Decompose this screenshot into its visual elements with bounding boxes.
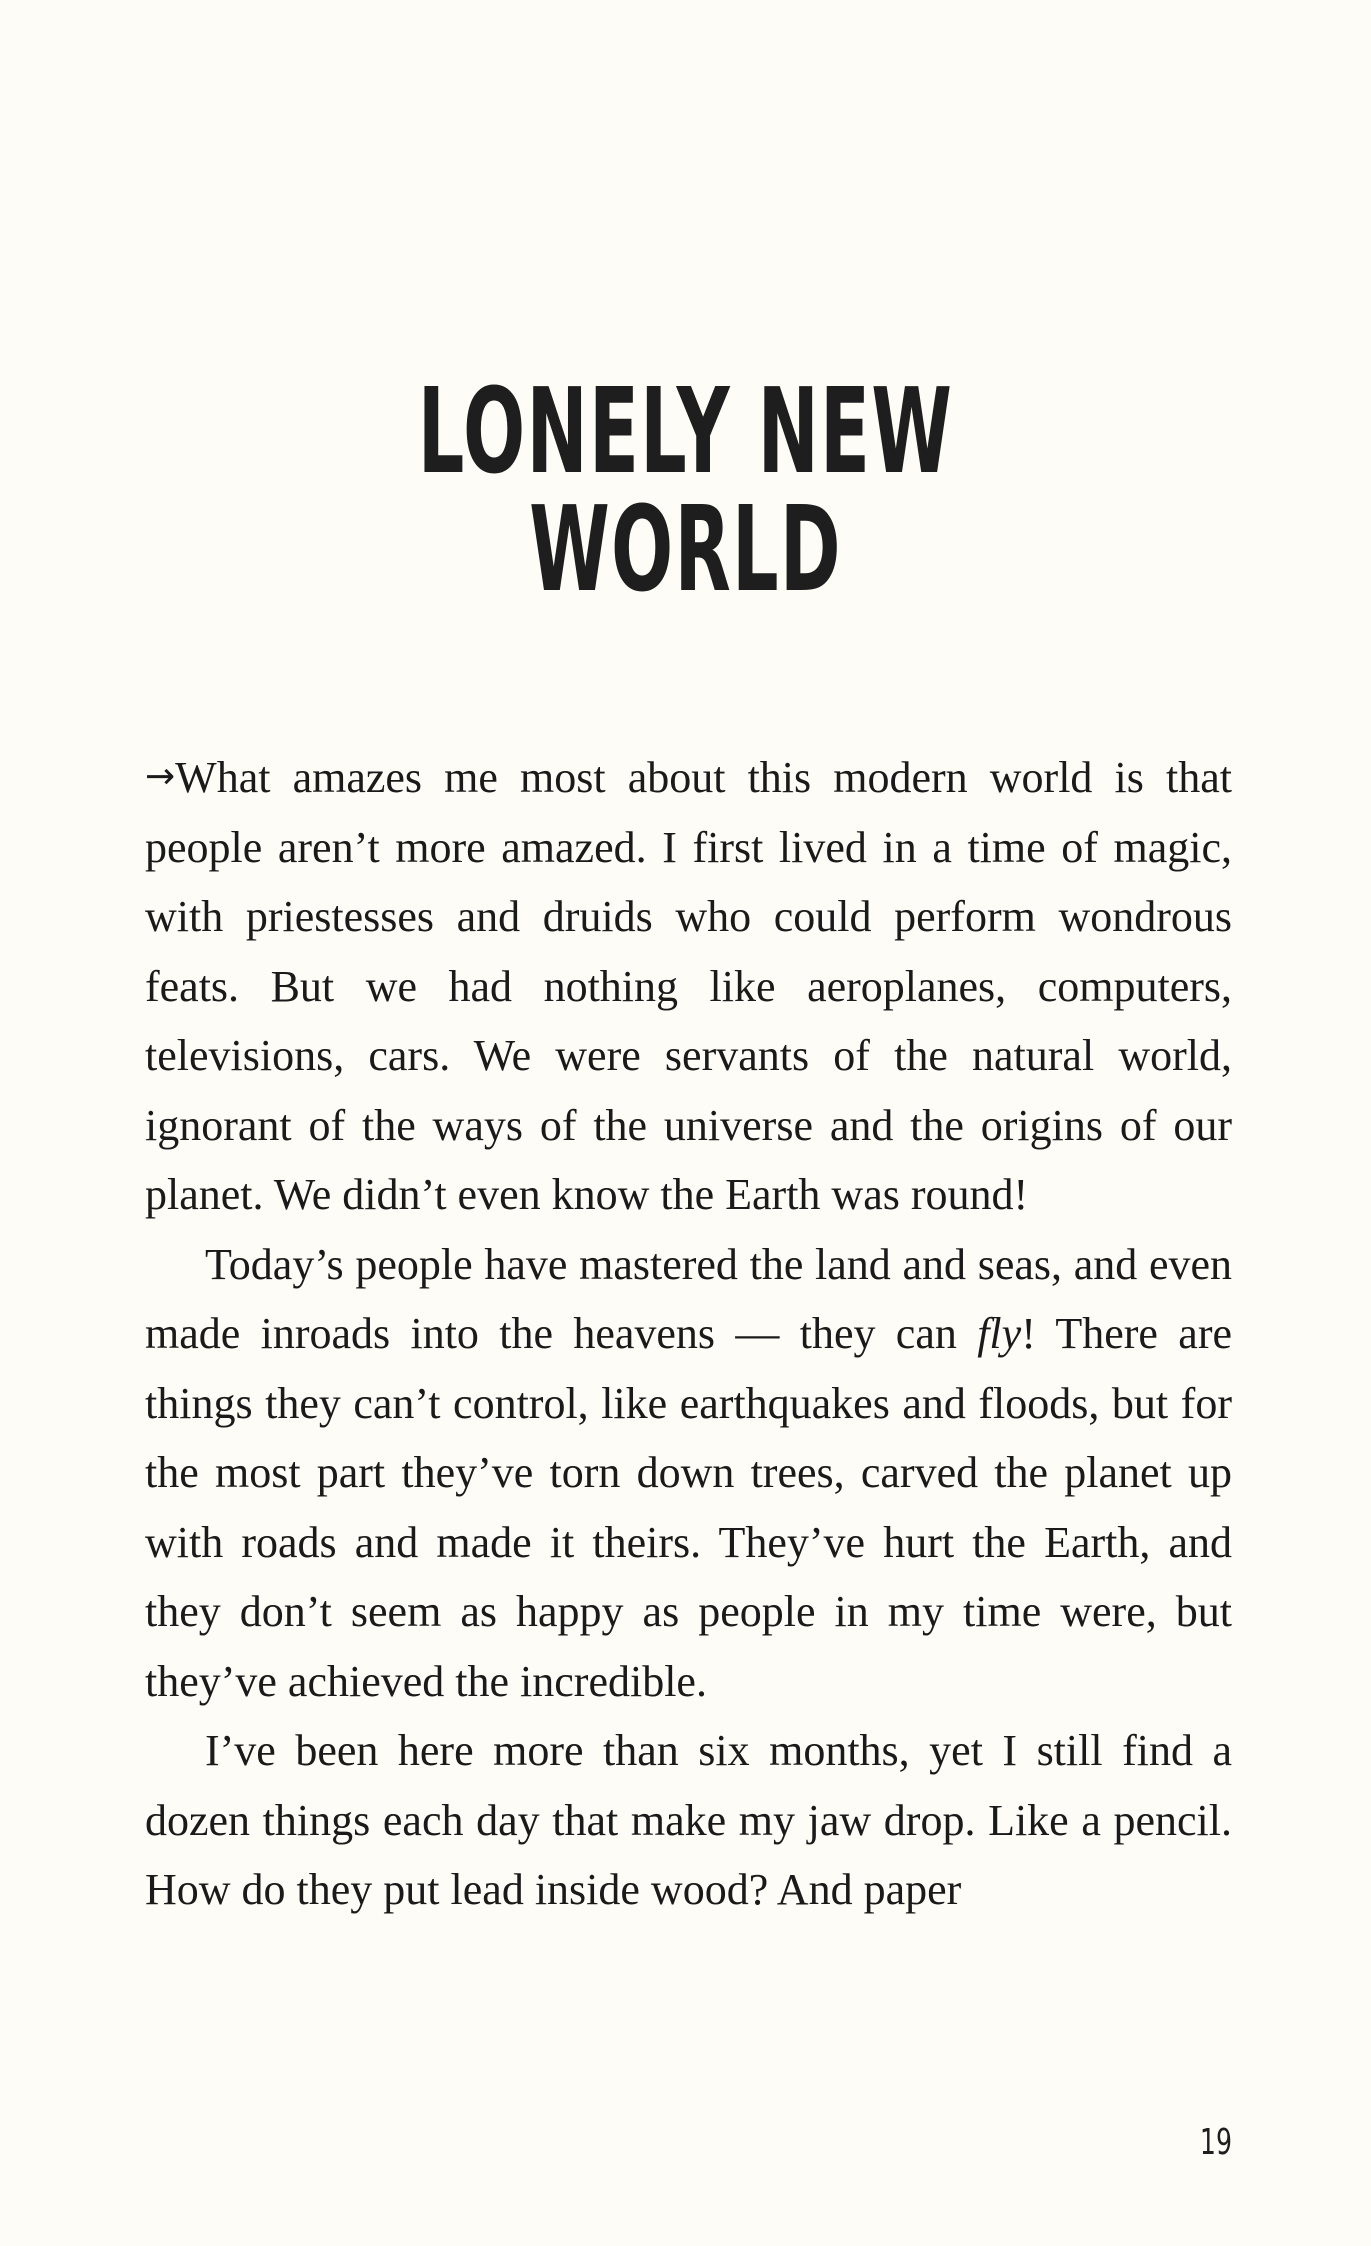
paragraph-2 [145, 1230, 1232, 1717]
paragraph-1-text: What amazes me most about this modern world is that people aren’t more amazed. I first lived in a time of magic, with priestesses and druids who could perform wondrous feats. But we had nothing like aeroplanes, computers, televisions, cars. We were servants of the natural world, ignorant of the ways of the universe and the origins of our planet. We didn’t even know the Earth was round! [145, 753, 1232, 1219]
paragraph-2-text-end: ! There are things they can’t control, like earthquakes and floods, but for the most part they’ve torn down trees, carved the planet up with roads and made it theirs. They’ve hurt the Earth, and they don’t seem as happy as people in my time were, but they’ve achieved the incredible. [145, 1309, 1233, 1706]
paragraph-2-text-start: Today’s people have mastered the land and seas, and even made inroads into the heavens — they can [145, 1239, 1232, 1358]
paragraph-3 [145, 1716, 1232, 1925]
paragraph-1 [145, 742, 1232, 1230]
arrow-marker-icon: → [145, 756, 176, 797]
paragraph-2-emphasis: fly [977, 1309, 1022, 1358]
paragraph-3-text: I’ve been here more than six months, yet I still find a dozen things each day that make my jaw drop. Like a pencil. How do they put lead inside wood? And paper [145, 1726, 1232, 1914]
chapter-title: LONELY NEW WORLD [417, 362, 954, 618]
page-number: 19 [1199, 2122, 1232, 2163]
body-text [145, 742, 1232, 1925]
